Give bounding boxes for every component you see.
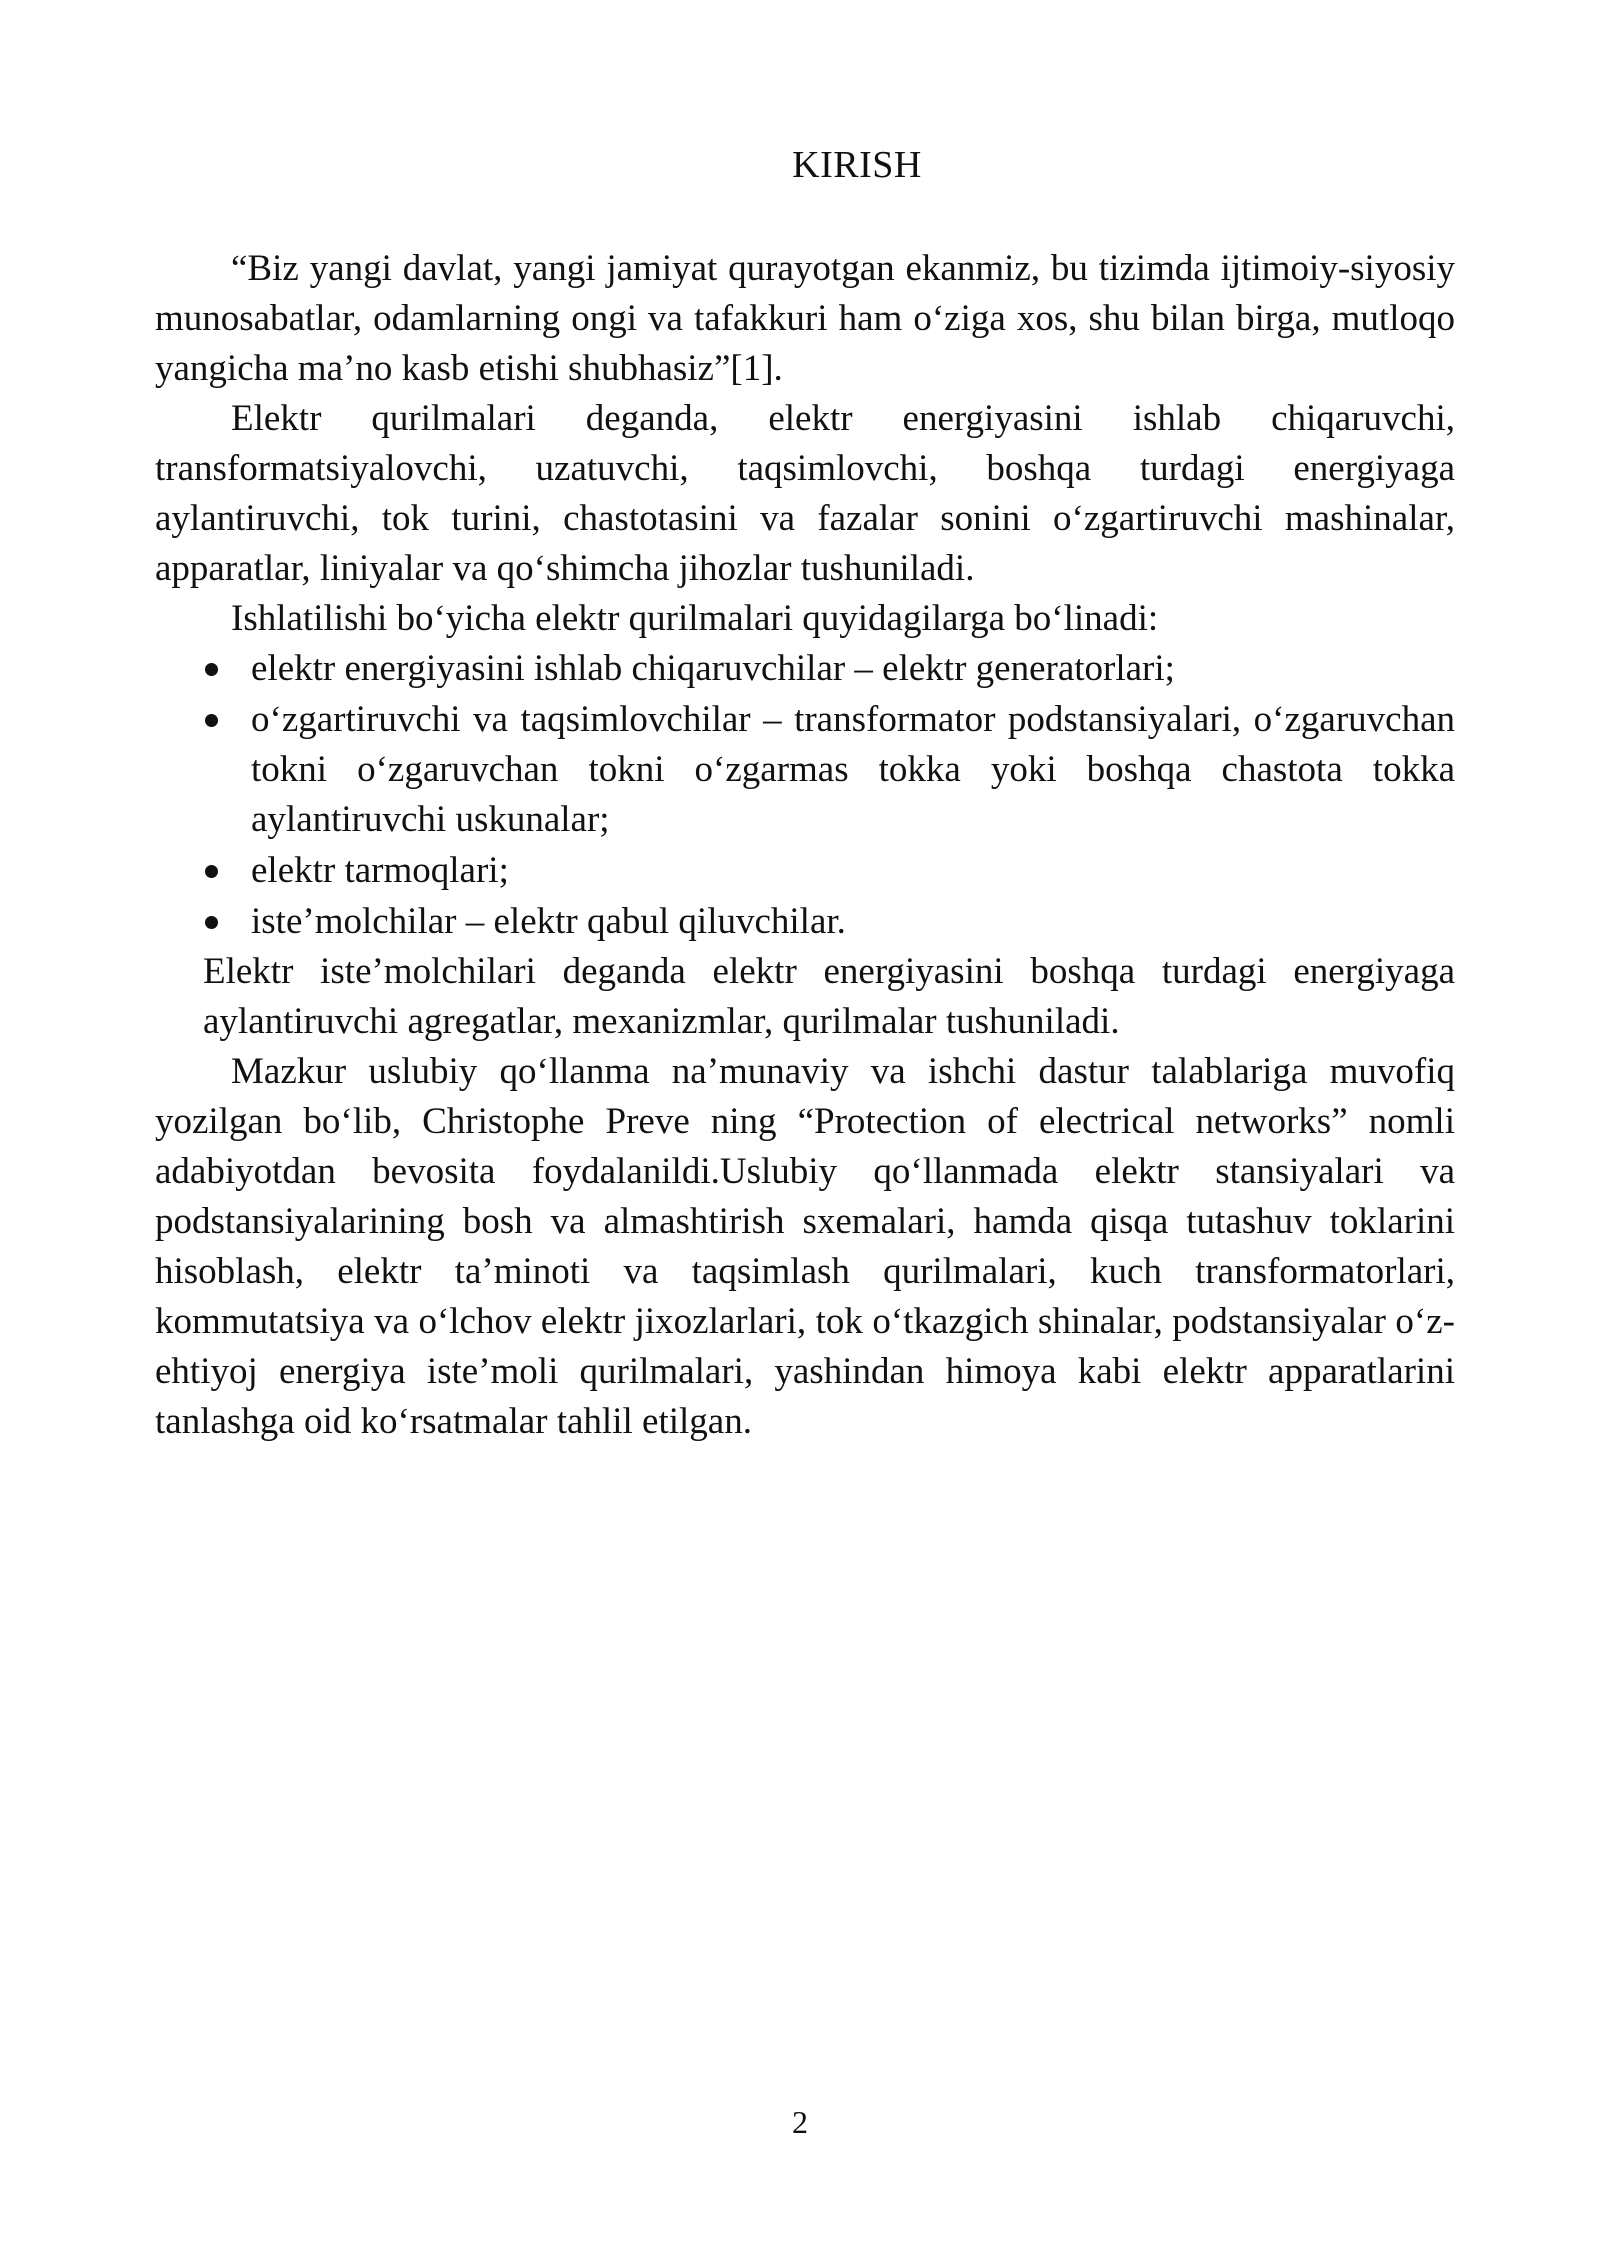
bullet-icon	[205, 663, 218, 676]
bullet-icon	[205, 916, 218, 929]
paragraph-consumers: Elektr iste’molchilari deganda elektr energiyasini boshqa turdagi energiyaga aylantiruvchi agregatlar, mexanizmlar, qurilmalar tushuniladi.	[203, 951, 1455, 1042]
list-item-text: elektr tarmoqlari;	[251, 850, 509, 891]
list-item-text: elektr energiyasini ishlab chiqaruvchilar – elektr generatorlari;	[251, 648, 1175, 689]
bullet-icon	[205, 865, 218, 878]
page-number: 2	[792, 2104, 808, 2140]
page-title: KIRISH	[792, 144, 922, 186]
paragraph-definition: Elektr qurilmalari deganda, elektr energiyasini ishlab chiqaruvchi, transformatsiyalovchi, uzatuvchi, taqsimlovchi, boshqa turdagi energiyaga aylantiruvchi, tok turini, chastotasini va fazalar sonini o‘zgartiruvchi mashinalar, apparatlar, liniyalar va qo‘shimcha jihozlar tushuniladi.	[155, 398, 1455, 589]
bullet-icon	[205, 714, 218, 727]
classification-list	[155, 644, 1455, 947]
paragraph-classification-intro: Ishlatilishi bo‘yicha elektr qurilmalari quyidagilarga bo‘linadi:	[231, 598, 1159, 639]
list-item-text: iste’molchilar – elektr qabul qiluvchilar.	[251, 901, 846, 942]
list-item	[251, 695, 1455, 845]
list-item	[251, 846, 1455, 896]
paragraph-quote: “Biz yangi davlat, yangi jamiyat qurayotgan ekanmiz, bu tizimda ijtimoiy-siyosiy munosabatlar, odamlarning ongi va tafakkuri ham o‘ziga xos, shu bilan birga, mutloqo yangicha ma’no kasb etishi shubhasiz”[1].	[155, 248, 1455, 389]
list-item	[251, 897, 1455, 947]
list-item	[251, 644, 1455, 694]
list-item-text: o‘zgartiruvchi va taqsimlovchilar – transformator podstansiyalari, o‘zgaruvchan tokni o‘zgaruvchan tokni o‘zgarmas tokka yoki boshqa chastota tokka aylantiruvchi uskunalar;	[251, 699, 1455, 840]
page-body	[155, 140, 1455, 1447]
paragraph-manual-summary: Mazkur uslubiy qo‘llanma na’munaviy va ishchi dastur talablariga muvofiq yozilgan bo‘lib, Christophe Preve ning “Protection of electrical networks” nomli adabiyotdan bevosita foydalanildi.Uslubiy qo‘llanmada elektr stansiyalari va podstansiyalarining bosh va almashtirish sxemalari, hamda qisqa tutashuv toklarini hisoblash, elektr ta’minoti va taqsimlash qurilmalari, kuch transformatorlari, kommutatsiya va o‘lchov elektr jixozlarlari, tok o‘tkazgich shinalar, podstansiyalar o‘z-ehtiyoj energiya iste’moli qurilmalari, yashindan himoya kabi elektr apparatlarini tanlashga oid ko‘rsatmalar tahlil etilgan.	[155, 1051, 1455, 1442]
